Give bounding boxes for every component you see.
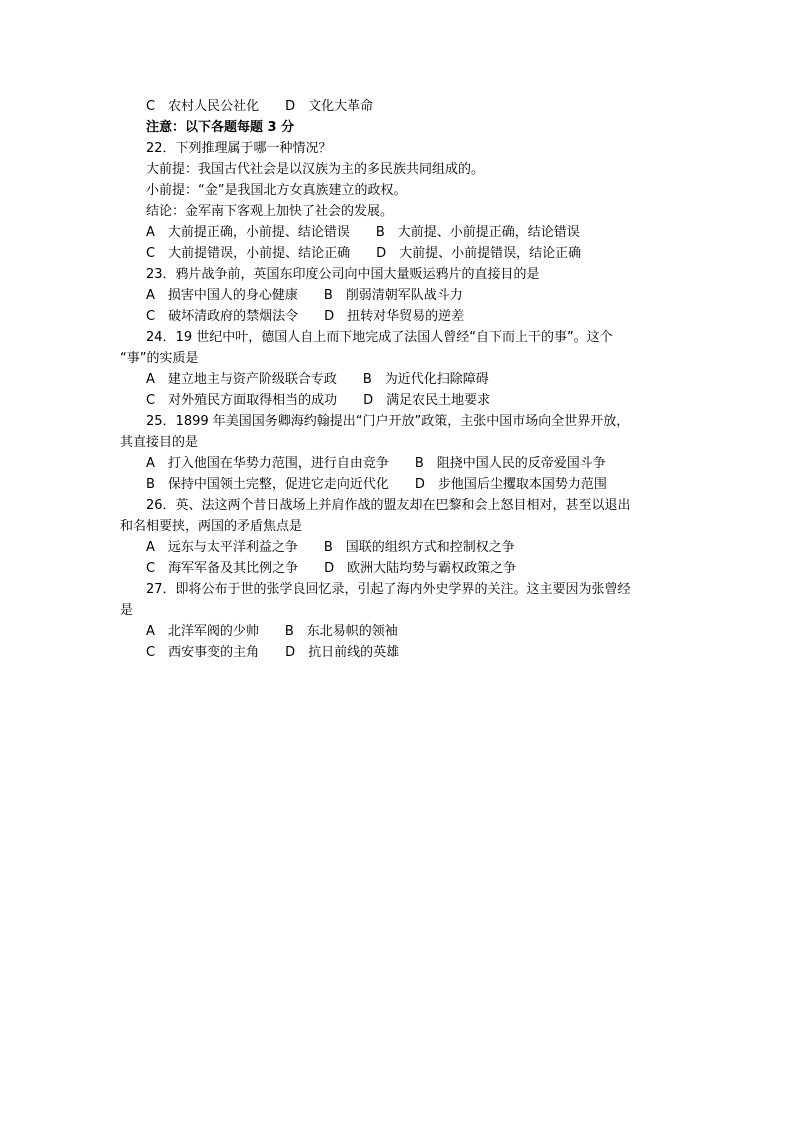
question-25-stem: 25．1899 年美国国务卿海约翰提出“门户开放”政策，主张中国市场向全世界开放， <box>146 414 630 429</box>
question-26-options-a-b: A 远东与太平洋利益之争 B 国联的组织方式和控制权之争 <box>146 540 515 555</box>
question-27-stem: 27．即将公布于世的张学良回忆录，引起了海内外史学界的关注。这主要因为张曾经 <box>146 582 631 597</box>
question-24-options-a-b: A 建立地主与资产阶级联合专政 B 为近代化扫除障碍 <box>146 372 489 387</box>
question-22-conclusion: 结论：金军南下客观上加快了社会的发展。 <box>146 204 394 219</box>
question-26-stem-cont: 和名相要挟，两国的矛盾焦点是 <box>120 519 303 534</box>
question-23-options-c-d: C 破坏清政府的禁烟法令 D 扭转对华贸易的逆差 <box>146 309 465 324</box>
question-23-options-a-b: A 损害中国人的身心健康 B 削弱清朝军队战斗力 <box>146 288 463 303</box>
question-26-stem: 26．英、法这两个昔日战场上并肩作战的盟友却在巴黎和会上怒目相对，甚至以退出 <box>146 498 631 513</box>
question-24-stem: 24．19 世纪中叶，德国人自上而下地完成了法国人曾经“自下而上干的事”。这个 <box>146 330 613 345</box>
question-25-options-a-b: A 打入他国在华势力范围，进行自由竞争 B 阻挠中国人民的反帝爱国斗争 <box>146 456 606 471</box>
question-25-options-b-d: B 保持中国领土完整，促进它走向近代化 D 步他国后尘攫取本国势力范围 <box>146 477 607 492</box>
question-22-major-premise: 大前提：我国古代社会是以汉族为主的多民族共同组成的。 <box>146 162 485 177</box>
question-22-stem: 22．下列推理属于哪一种情况？ <box>146 141 332 156</box>
question-23-stem: 23．鸦片战争前，英国东印度公司向中国大量贩运鸦片的直接目的是 <box>146 267 540 282</box>
question-26-options-c-d: C 海军军备及其比例之争 D 欧洲大陆均势与霸权政策之争 <box>146 561 517 576</box>
question-25-stem-cont: 其直接目的是 <box>120 435 199 450</box>
question-22-options-a-b: A 大前提正确，小前提、结论错误 B 大前提、小前提正确，结论错误 <box>146 225 580 240</box>
question-27-stem-cont: 是 <box>120 603 134 618</box>
question-24-options-c-d: C 对外殖民方面取得相当的成功 D 满足农民土地要求 <box>146 393 491 408</box>
question-22-minor-premise: 小前提：“金”是我国北方女真族建立的政权。 <box>146 183 407 198</box>
question-27-options-a-b: A 北洋军阀的少帅 B 东北易帜的领袖 <box>146 624 398 639</box>
question-22-options-c-d: C 大前提错误，小前提、结论正确 D 大前提、小前提错误，结论正确 <box>146 246 582 261</box>
section-note: 注意：以下各题每题 3 分 <box>146 120 295 135</box>
question-21-options-c-d: C 农村人民公社化 D 文化大革命 <box>146 99 374 114</box>
question-24-stem-cont: “事”的实质是 <box>120 351 199 366</box>
question-27-options-c-d: C 西安事变的主角 D 抗日前线的英雄 <box>146 645 400 660</box>
